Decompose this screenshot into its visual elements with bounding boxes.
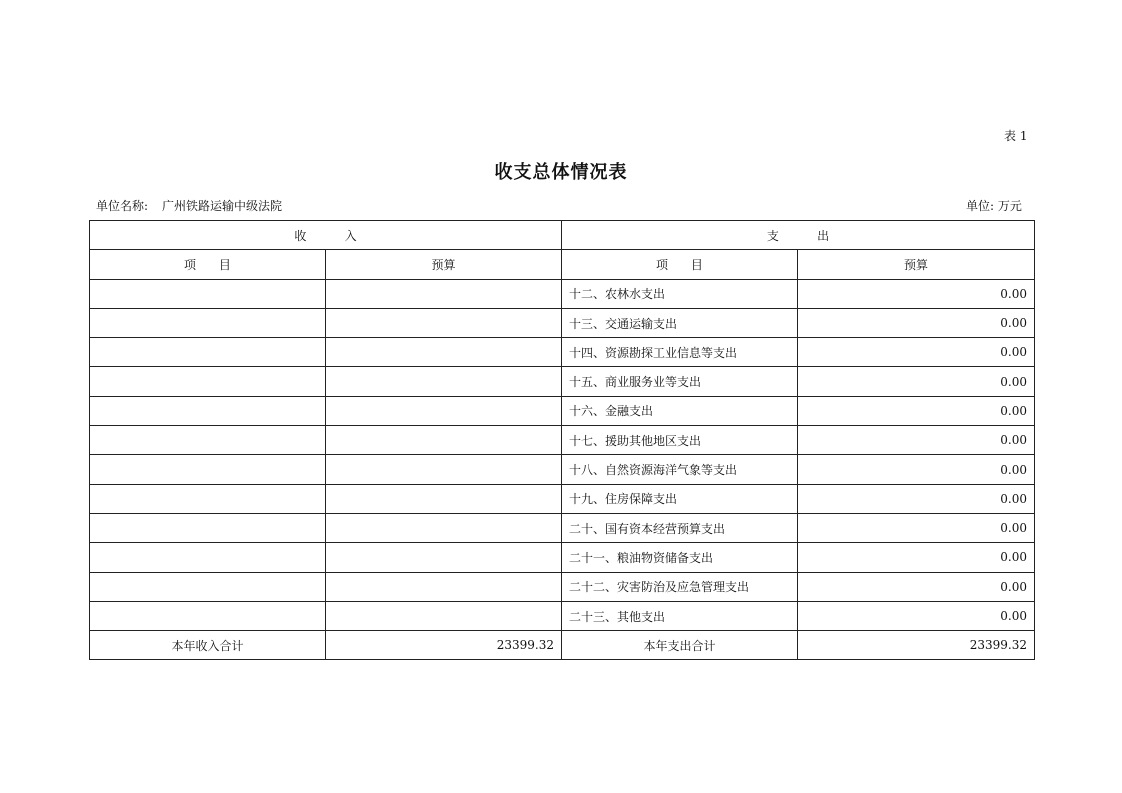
expense-budget-cell: 0.00 <box>798 279 1035 308</box>
expense-item-cell: 十六、金融支出 <box>562 396 798 425</box>
expense-item-cell: 十七、援助其他地区支出 <box>562 426 798 455</box>
expense-total-label: 本年支出合计 <box>562 631 798 660</box>
table-row <box>90 426 1035 455</box>
income-budget-cell <box>326 308 562 337</box>
table-row <box>90 308 1035 337</box>
income-budget-cell <box>326 601 562 630</box>
income-budget-cell <box>326 513 562 542</box>
page-title: 收支总体情况表 <box>494 162 628 183</box>
income-budget-cell <box>326 543 562 572</box>
income-budget-cell <box>326 426 562 455</box>
income-item-cell <box>90 513 326 542</box>
income-item-cell <box>90 367 326 396</box>
table-body <box>90 221 1035 660</box>
income-budget-cell <box>326 279 562 308</box>
income-item-cell <box>90 455 326 484</box>
income-item-cell <box>90 543 326 572</box>
expense-item-cell: 十五、商业服务业等支出 <box>562 367 798 396</box>
budget-summary-table <box>89 220 1035 660</box>
expense-item-cell: 十四、资源勘探工业信息等支出 <box>562 338 798 367</box>
income-item-cell <box>90 601 326 630</box>
expense-budget-cell: 0.00 <box>798 455 1035 484</box>
income-budget-cell <box>326 396 562 425</box>
income-item-cell <box>90 426 326 455</box>
income-item-cell <box>90 279 326 308</box>
income-item-cell <box>90 572 326 601</box>
table-row <box>90 338 1035 367</box>
table-number: 表 1 <box>1004 129 1028 143</box>
table-row <box>90 455 1035 484</box>
expense-budget-cell: 0.00 <box>798 572 1035 601</box>
income-budget-header: 预算 <box>326 250 562 279</box>
expense-budget-cell: 0.00 <box>798 484 1035 513</box>
income-budget-cell <box>326 367 562 396</box>
column-header-row <box>90 250 1035 279</box>
income-total-value: 23399.32 <box>326 631 562 660</box>
expense-item-cell: 二十二、灾害防治及应急管理支出 <box>562 572 798 601</box>
income-budget-cell <box>326 484 562 513</box>
income-item-cell <box>90 308 326 337</box>
expense-budget-cell: 0.00 <box>798 396 1035 425</box>
expense-total-value: 23399.32 <box>798 631 1035 660</box>
expense-item-cell: 十二、农林水支出 <box>562 279 798 308</box>
expense-budget-cell: 0.00 <box>798 367 1035 396</box>
income-total-label: 本年收入合计 <box>90 631 326 660</box>
expense-budget-cell: 0.00 <box>798 543 1035 572</box>
expense-item-cell: 十三、交通运输支出 <box>562 308 798 337</box>
section-header-row <box>90 221 1035 250</box>
unit-name-label: 单位名称: <box>96 199 149 213</box>
total-row <box>90 631 1035 660</box>
expense-budget-cell: 0.00 <box>798 338 1035 367</box>
income-budget-cell <box>326 338 562 367</box>
expense-budget-header: 预算 <box>798 250 1035 279</box>
table-row <box>90 543 1035 572</box>
income-item-cell <box>90 484 326 513</box>
expense-section-header: 支 出 <box>562 221 1035 250</box>
income-budget-cell <box>326 455 562 484</box>
expense-item-cell: 十九、住房保障支出 <box>562 484 798 513</box>
expense-item-cell: 二十、国有资本经营预算支出 <box>562 513 798 542</box>
expense-item-cell: 十八、自然资源海洋气象等支出 <box>562 455 798 484</box>
unit-name-line <box>96 197 282 214</box>
expense-budget-cell: 0.00 <box>798 601 1035 630</box>
table-row <box>90 601 1035 630</box>
table-row <box>90 396 1035 425</box>
unit-measure: 单位: 万元 <box>966 199 1022 213</box>
table-row <box>90 279 1035 308</box>
expense-item-cell: 二十三、其他支出 <box>562 601 798 630</box>
income-item-cell <box>90 338 326 367</box>
income-budget-cell <box>326 572 562 601</box>
income-item-header: 项 目 <box>90 250 326 279</box>
expense-budget-cell: 0.00 <box>798 426 1035 455</box>
table-row <box>90 367 1035 396</box>
income-section-header: 收 入 <box>90 221 562 250</box>
expense-item-header: 项 目 <box>562 250 798 279</box>
table-row <box>90 513 1035 542</box>
expense-budget-cell: 0.00 <box>798 308 1035 337</box>
table-row <box>90 572 1035 601</box>
table-row <box>90 484 1035 513</box>
expense-item-cell: 二十一、粮油物资储备支出 <box>562 543 798 572</box>
income-item-cell <box>90 396 326 425</box>
unit-name-value: 广州铁路运输中级法院 <box>162 199 283 213</box>
expense-budget-cell: 0.00 <box>798 513 1035 542</box>
